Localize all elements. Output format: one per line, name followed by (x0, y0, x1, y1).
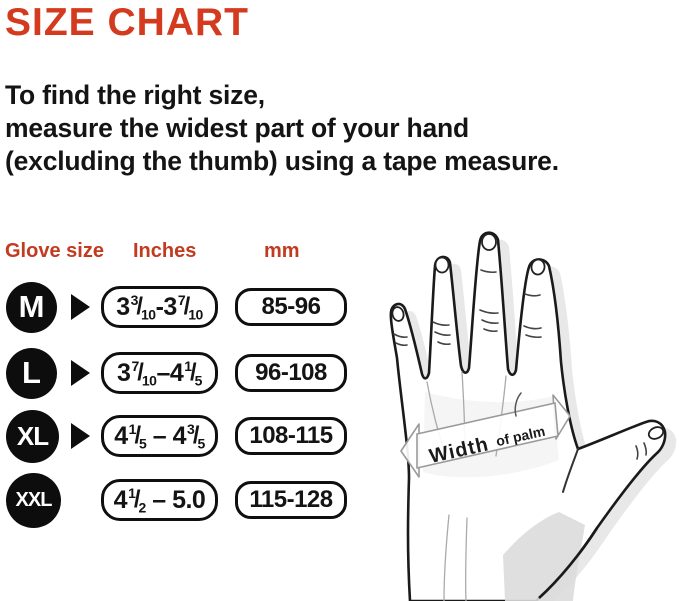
mm-range-value: 115-128 (249, 486, 333, 513)
right-arrow-icon (71, 360, 90, 386)
inches-range-value: 4 1 / 5 – 4 3 / 5 (114, 421, 205, 452)
table-row-xxl (0, 472, 360, 528)
table-row-xl (0, 408, 360, 464)
instruction-line-3: (excluding the thumb) using a tape measure. (5, 146, 559, 176)
mm-range-pill (235, 288, 347, 326)
inches-range-pill (101, 479, 218, 521)
inches-range-value: 4 1 / 2 – 5.0 (113, 485, 206, 516)
column-header-glove-size: Glove size (5, 240, 104, 262)
instruction-line-1: To find the right size, (5, 80, 265, 110)
ring-nail (436, 258, 449, 273)
inches-range-pill (101, 286, 218, 328)
size-badge-label: XXL (15, 488, 52, 511)
size-badge (6, 410, 59, 463)
mm-range-value: 108-115 (249, 422, 333, 449)
inches-range-value: 3 3 / 10 - 3 7 / 10 (116, 292, 203, 323)
inches-range-pill (101, 415, 218, 457)
inches-range-pill (101, 352, 218, 394)
mm-range-pill (235, 481, 347, 519)
table-row-l (0, 345, 360, 401)
size-badge (6, 473, 61, 528)
mm-range-value: 85-96 (261, 293, 321, 320)
right-arrow-icon (71, 294, 90, 320)
instruction-text (5, 79, 559, 178)
instruction-line-2: measure the widest part of your hand (5, 113, 470, 143)
size-badge (6, 348, 57, 399)
size-badge-label: XL (16, 420, 49, 451)
page-title: SIZE CHART (5, 1, 249, 44)
mm-range-value: 96-108 (255, 359, 327, 386)
table-row-m (0, 279, 360, 335)
hand-illustration-svg (353, 220, 679, 601)
column-header-mm: mm (264, 240, 300, 262)
width-of-palm-label: Width of palm (427, 422, 547, 468)
right-arrow-icon (71, 423, 90, 449)
middle-nail (482, 234, 496, 250)
size-badge-label: L (22, 355, 41, 390)
mm-range-pill (235, 417, 347, 455)
size-badge (6, 282, 57, 333)
hand-illustration (353, 220, 679, 601)
mm-range-pill (235, 354, 347, 392)
size-badge-label: M (18, 289, 45, 324)
column-header-inches: Inches (133, 240, 197, 262)
inches-range-value: 3 7 / 10 – 4 1 / 5 (117, 358, 202, 389)
table-header-row (0, 240, 360, 264)
